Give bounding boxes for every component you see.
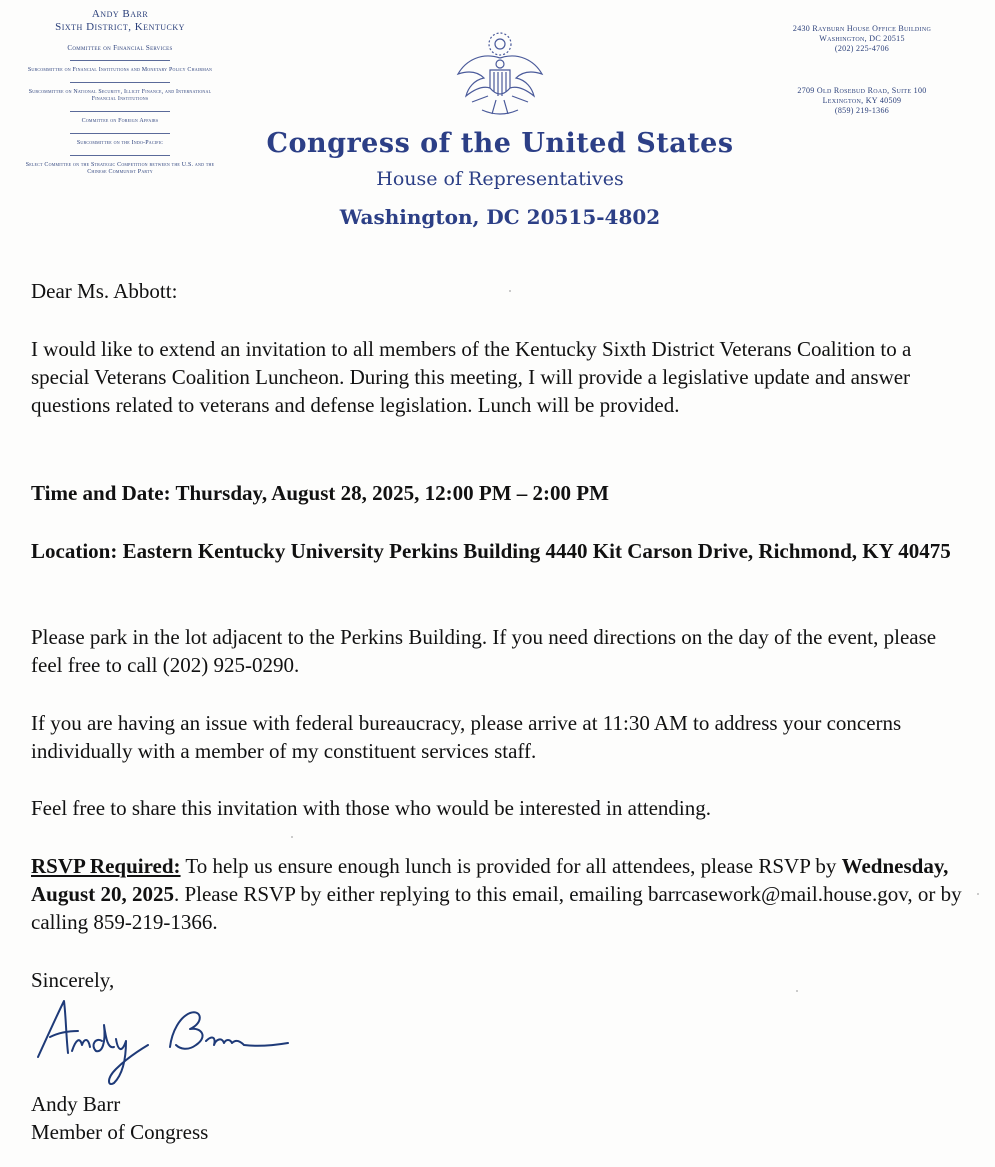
closing: Sincerely,: [31, 968, 115, 992]
dc-address-line: 2430 Rayburn House Office Building: [792, 24, 932, 33]
letterhead-subtitle: House of Representatives: [376, 168, 624, 190]
parking-paragraph: Please park in the lot adjacent to the Perkins Building. If you need directions on the day of the event, please feel free to call (202) 925-0290.: [31, 625, 937, 677]
location-label: Location: [31, 539, 111, 563]
divider: [70, 60, 170, 61]
ky-phone: (859) 219-1366: [834, 106, 890, 115]
dc-address-line: Washington, DC 20515: [819, 34, 905, 43]
rsvp-date: Wednesday, August 20, 2025: [31, 854, 949, 906]
letterhead-left: [20, 8, 220, 176]
letterhead-title: Congress of the United States: [266, 128, 734, 159]
subcommittee-4: Subcommittee on the Indo-Pacific: [76, 140, 164, 146]
scan-speck: [796, 990, 798, 992]
divider: [70, 82, 170, 83]
scan-speck: [291, 836, 293, 838]
dc-phone: (202) 225-4706: [834, 44, 890, 53]
scan-speck: [977, 893, 979, 895]
signature-icon: [30, 995, 290, 1090]
ky-address-line: Lexington, KY 40509: [822, 96, 902, 105]
ky-address-line: 2709 Old Rosebud Road, Suite 100: [797, 86, 927, 95]
time-label: Time and Date:: [31, 481, 176, 505]
rsvp-paragraph: [31, 852, 971, 936]
committee-name: Committee on Financial Services: [67, 44, 173, 52]
subcommittee-1: Subcommittee on Financial Institutions and Monetary Policy Chairman: [27, 67, 213, 73]
subcommittee-5: Select Committee on the Strategic Competition between the U.S. and the Chinese Communist Party: [25, 162, 215, 175]
location: [31, 537, 971, 565]
rsvp-text-continued: . Please RSVP by either replying to this email, emailing barrcasework@mail.house.gov, or by calling 859-219-1366.: [31, 882, 962, 934]
intro-paragraph: I would like to extend an invitation to all members of the Kentucky Sixth District Veterans Coalition to a special Veterans Coalition Luncheon. During this meeting, I will provide a legislative update and answer questions related to veterans and defense legislation. Lunch will be provided.: [31, 337, 912, 417]
eagle-seal-icon: [452, 30, 548, 120]
bureaucracy-paragraph: If you are having an issue with federal bureaucracy, please arrive at 11:30 AM to address your concerns individually with a member of my constituent services staff.: [31, 711, 902, 763]
subcommittee-3: Committee on Foreign Affairs: [81, 118, 159, 124]
salutation: Dear Ms. Abbott:: [31, 279, 178, 303]
divider: [70, 111, 170, 112]
dc-office-address: [757, 24, 967, 54]
letterhead-city: Washington, DC 20515-4802: [339, 205, 661, 229]
divider: [70, 155, 170, 156]
share-paragraph: Feel free to share this invitation with those who would be interested in attending.: [31, 796, 712, 820]
time-value: Thursday, August 28, 2025, 12:00 PM – 2:00 PM: [175, 481, 609, 505]
signer-name: Andy Barr: [31, 1092, 121, 1116]
member-district: Sixth District, Kentucky: [55, 21, 185, 33]
time-and-date: [31, 479, 971, 507]
signer-title: Member of Congress: [31, 1120, 209, 1144]
subcommittee-2: Subcommittee on National Security, Illicit Finance, and International Financial Institutions: [28, 89, 212, 102]
divider: [70, 133, 170, 134]
location-value: : Eastern Kentucky University Perkins Building 4440 Kit Carson Drive, Richmond, KY 40475: [110, 539, 951, 563]
member-name: Andy Barr: [91, 8, 149, 20]
ky-office-address: [757, 86, 967, 116]
rsvp-text: To help us ensure enough lunch is provided for all attendees, please RSVP by: [180, 854, 842, 878]
rsvp-label: RSVP Required:: [31, 854, 181, 878]
scan-speck: [509, 290, 511, 292]
